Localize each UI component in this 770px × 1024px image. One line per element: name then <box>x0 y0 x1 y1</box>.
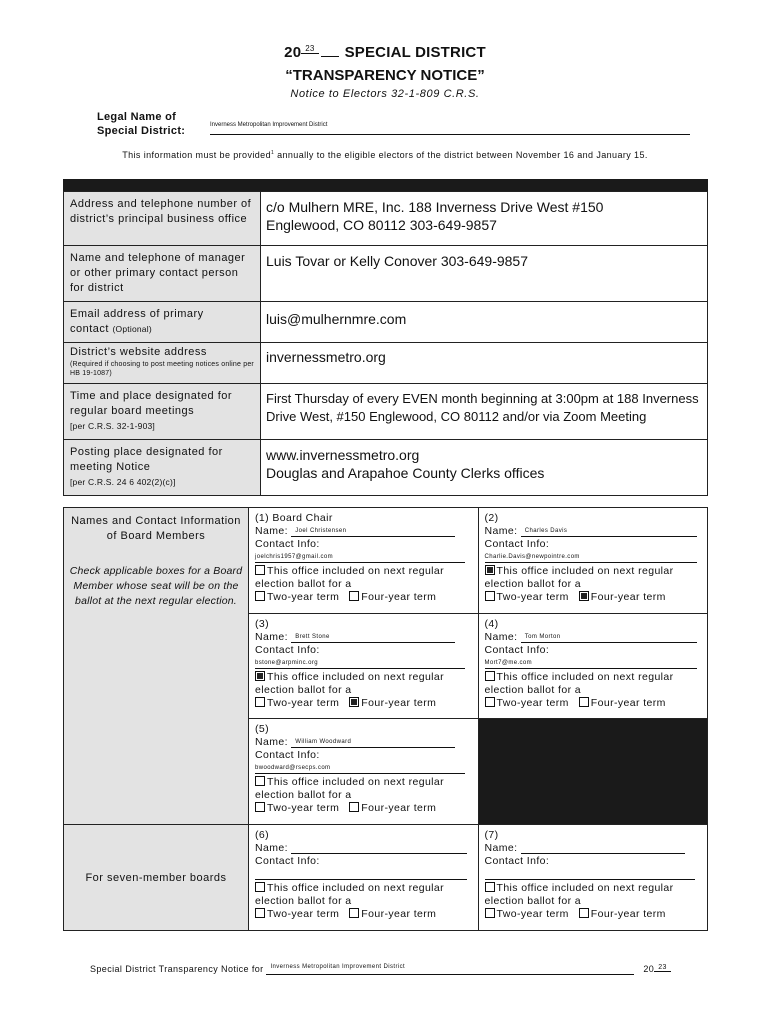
seven-member-side-cell <box>64 825 249 931</box>
name-label: Name: <box>484 525 518 537</box>
footer-year <box>643 964 670 974</box>
posting-cell[interactable] <box>261 440 708 496</box>
seven-member-label: For seven-member boards <box>85 871 227 884</box>
member-cell-1 <box>249 508 479 614</box>
board-members-table <box>63 507 708 931</box>
member-name-field[interactable]: Tom Morton <box>521 631 697 643</box>
meeting-cell[interactable]: First Thursday of every EVEN month beginning at 3:00pm at 188 Inverness Drive West, #150 Englewood, CO 80112 and/or via Zoom Meeting <box>261 384 708 440</box>
term-row <box>485 697 702 710</box>
four-year-checkbox[interactable] <box>349 697 359 707</box>
two-year-checkbox[interactable] <box>255 697 265 707</box>
optional-note: (Optional) <box>112 324 152 334</box>
ballot-text-1: This office included on next regular <box>496 882 674 894</box>
ballot-checkbox[interactable] <box>255 671 265 681</box>
ballot-checkbox[interactable] <box>485 671 495 681</box>
posting-ref: [per C.R.S. 24 6 402(2)(c)] <box>70 477 176 487</box>
member-name-field[interactable]: Brett Stone <box>291 631 455 643</box>
ballot-row <box>255 565 472 578</box>
four-year-label: Four-year term <box>361 591 437 603</box>
website-cell[interactable]: invernessmetro.org <box>261 343 708 384</box>
posting-row <box>64 440 708 496</box>
contact-label: Contact Info: <box>484 644 550 656</box>
member-name-row <box>255 525 472 538</box>
board-row-4 <box>64 825 708 931</box>
two-year-checkbox[interactable] <box>485 697 495 707</box>
four-year-label: Four-year term <box>361 908 437 920</box>
email-label-line1: Email address of primary <box>70 308 204 320</box>
legal-name-value: Inverness Metropolitan Improvement District <box>210 122 328 128</box>
contact-label: Contact Info: <box>255 644 320 656</box>
member-name-row <box>255 631 472 644</box>
info-post: annually to the eligible electors of the district between November 16 and January 15. <box>274 150 648 160</box>
board-member-7 <box>479 825 708 925</box>
member-name-row <box>485 525 702 538</box>
posting-label <box>64 440 261 496</box>
ballot-checkbox[interactable] <box>255 776 265 786</box>
two-year-label: Two-year term <box>267 697 340 709</box>
footer-year-suffix: 23 <box>654 964 671 972</box>
address-label: Address and telephone number of district’s principal business office <box>64 192 261 246</box>
info-text <box>0 150 770 160</box>
ballot-text-2: election ballot for a <box>255 789 352 801</box>
two-year-checkbox[interactable] <box>485 908 495 918</box>
ballot-text-1: This office included on next regular <box>496 671 674 683</box>
ballot-row <box>485 882 702 895</box>
notice-year-title <box>0 44 770 61</box>
four-year-checkbox[interactable] <box>579 591 589 601</box>
member-name-field[interactable] <box>291 842 467 854</box>
manager-label: Name and telephone of manager or other primary contact person for district <box>64 246 261 302</box>
address-line2: Englewood, CO 80112 303-649-9857 <box>266 217 497 233</box>
member-name-row <box>485 631 702 644</box>
ballot-row <box>485 671 702 684</box>
ballot-text-1: This office included on next regular <box>267 671 445 683</box>
term-row <box>255 697 472 710</box>
ballot-text-1: This office included on next regular <box>496 565 674 577</box>
board-side-note: Check applicable boxes for a Board Member whose seat will be on the ballot at the next regular election. <box>69 565 243 607</box>
legal-label-line1: Legal Name of <box>97 111 177 123</box>
website-label-line: District’s website address <box>70 346 207 358</box>
info-pre: This information must be provided <box>122 150 271 160</box>
four-year-label: Four-year term <box>590 591 666 603</box>
four-year-checkbox[interactable] <box>349 591 359 601</box>
name-label: Name: <box>484 842 518 854</box>
header-bar <box>63 179 708 191</box>
address-cell[interactable] <box>261 192 708 246</box>
ballot-row <box>485 565 702 578</box>
year-prefix: 20 <box>284 44 302 61</box>
board-member-1 <box>249 508 478 608</box>
ballot-text-1: This office included on next regular <box>267 882 445 894</box>
manager-cell[interactable]: Luis Tovar or Kelly Conover 303-649-9857 <box>261 246 708 302</box>
member-name-field[interactable]: William Woodward <box>291 736 455 748</box>
footer-label: Special District Transparency Notice for <box>90 964 264 974</box>
four-year-label: Four-year term <box>361 802 437 814</box>
contact-label: Contact Info: <box>255 749 320 761</box>
ballot-row <box>255 776 472 789</box>
two-year-label: Two-year term <box>267 591 340 603</box>
board-member-5 <box>249 719 478 819</box>
member-name-field[interactable]: Charles Davis <box>521 525 697 537</box>
term-row <box>485 591 702 604</box>
board-member-6 <box>249 825 478 925</box>
title-notice: “TRANSPARENCY NOTICE” <box>285 67 485 84</box>
email-cell[interactable]: luis@mulhernmre.com <box>261 302 708 343</box>
ballot-text-2: election ballot for a <box>484 684 582 696</box>
name-label: Name: <box>255 842 288 854</box>
ballot-text-2: election ballot for a <box>484 895 582 907</box>
member-number: (2) <box>484 512 499 524</box>
website-label <box>64 343 261 384</box>
member-cell-6 <box>249 825 479 931</box>
email-label <box>64 302 261 343</box>
member-contact-field[interactable]: bstone@arpminc.org <box>255 657 465 669</box>
four-year-label: Four-year term <box>590 908 666 920</box>
four-year-checkbox[interactable] <box>579 908 589 918</box>
board-side-cell <box>64 508 249 825</box>
posting-line2: Douglas and Arapahoe County Clerks offices <box>266 465 545 481</box>
two-year-label: Two-year term <box>267 802 340 814</box>
ballot-text-2: election ballot for a <box>255 684 352 696</box>
two-year-label: Two-year term <box>496 697 569 709</box>
footer-district: Inverness Metropolitan Improvement District <box>270 964 406 970</box>
term-row <box>255 908 472 921</box>
ballot-row <box>255 671 472 684</box>
district-info-table <box>63 191 708 496</box>
member-name-row <box>255 736 472 749</box>
member-cell-5 <box>249 719 479 825</box>
four-year-checkbox[interactable] <box>349 802 359 812</box>
legal-label-line2: Special District: <box>97 125 186 137</box>
year-suffix: 23 <box>301 44 318 54</box>
board-member-4 <box>479 614 708 714</box>
email-row <box>64 302 708 343</box>
two-year-checkbox[interactable] <box>255 591 265 601</box>
two-year-label: Two-year term <box>496 908 569 920</box>
member-cell-7 <box>478 825 708 931</box>
two-year-label: Two-year term <box>267 908 340 920</box>
member-name-field[interactable]: Joel Christensen <box>291 525 455 537</box>
member-contact-field[interactable]: joelchris1957@gmail.com <box>255 551 465 563</box>
member-cell-4 <box>478 614 708 719</box>
two-year-checkbox[interactable] <box>255 802 265 812</box>
member-contact-field[interactable] <box>255 868 467 880</box>
term-row <box>255 591 472 604</box>
name-label: Name: <box>255 525 288 537</box>
term-row <box>255 802 472 815</box>
footer <box>90 964 671 975</box>
two-year-checkbox[interactable] <box>485 591 495 601</box>
posting-line1: www.invernessmetro.org <box>266 447 420 463</box>
title-main: SPECIAL DISTRICT <box>344 44 486 61</box>
ballot-text-2: election ballot for a <box>255 578 352 590</box>
member-name-row <box>485 842 702 855</box>
member-contact-field[interactable]: Charlie.Davis@newpointre.com <box>485 551 697 563</box>
meeting-ref: [per C.R.S. 32-1-903] <box>70 421 155 431</box>
member-name-field[interactable] <box>521 842 685 854</box>
footer-district-field[interactable] <box>266 964 634 975</box>
legal-name-label <box>97 110 185 138</box>
email-label-line2: contact <box>70 323 109 335</box>
name-label: Name: <box>484 631 518 643</box>
four-year-label: Four-year term <box>590 697 666 709</box>
board-member-3 <box>249 614 478 714</box>
member-cell-2 <box>478 508 708 614</box>
two-year-checkbox[interactable] <box>255 908 265 918</box>
footnote-mark: 1 <box>270 150 275 156</box>
member-cell-3 <box>249 614 479 719</box>
contact-label: Contact Info: <box>484 855 550 867</box>
address-row <box>64 192 708 246</box>
two-year-label: Two-year term <box>496 591 569 603</box>
member-number: (1) Board Chair <box>255 512 333 524</box>
ballot-text-1: This office included on next regular <box>267 565 445 577</box>
footer-year-prefix: 20 <box>643 964 655 974</box>
board-side-content <box>64 508 248 615</box>
four-year-checkbox[interactable] <box>349 908 359 918</box>
board-member-2 <box>479 508 708 608</box>
meeting-row <box>64 384 708 440</box>
legal-name-field[interactable] <box>210 122 690 135</box>
term-row <box>485 908 702 921</box>
four-year-label: Four-year term <box>361 697 437 709</box>
contact-label: Contact Info: <box>255 538 320 550</box>
member-contact-field[interactable] <box>485 868 695 880</box>
contact-label: Contact Info: <box>484 538 550 550</box>
ballot-checkbox[interactable] <box>255 882 265 892</box>
manager-row <box>64 246 708 302</box>
meeting-label <box>64 384 261 440</box>
board-row-1 <box>64 508 708 614</box>
meeting-label-text: Time and place designated for regular board meetings <box>70 390 233 417</box>
address-line1: c/o Mulhern MRE, Inc. 188 Inverness Drive West #150 <box>266 199 604 215</box>
ballot-row <box>255 882 472 895</box>
year-underline <box>321 46 339 57</box>
website-row <box>64 343 708 384</box>
name-label: Name: <box>255 736 288 748</box>
member-name-row <box>255 842 472 855</box>
ballot-text-1: This office included on next regular <box>267 776 445 788</box>
member-contact-field[interactable]: Mort7@me.com <box>485 657 697 669</box>
name-label: Name: <box>255 631 288 643</box>
member-number: (3) <box>255 618 270 630</box>
ballot-checkbox[interactable] <box>485 882 495 892</box>
member-number: (6) <box>255 829 270 841</box>
website-note: (Required if choosing to post meeting notices online per HB 19-1087) <box>70 361 254 377</box>
member-number: (4) <box>484 618 499 630</box>
member-number: (7) <box>484 829 499 841</box>
ballot-text-2: election ballot for a <box>484 578 582 590</box>
blacked-out-cell <box>478 719 708 825</box>
ballot-checkbox[interactable] <box>485 565 495 575</box>
four-year-checkbox[interactable] <box>579 697 589 707</box>
contact-label: Contact Info: <box>255 855 320 867</box>
posting-label-text: Posting place designated for meeting Notice <box>70 446 223 473</box>
subtitle: Notice to Electors 32-1-809 C.R.S. <box>290 88 480 100</box>
ballot-checkbox[interactable] <box>255 565 265 575</box>
board-side-title: Names and Contact Information of Board Members <box>71 515 241 542</box>
member-contact-field[interactable]: bwoodward@rsecps.com <box>255 762 465 774</box>
member-number: (5) <box>255 723 270 735</box>
ballot-text-2: election ballot for a <box>255 895 352 907</box>
